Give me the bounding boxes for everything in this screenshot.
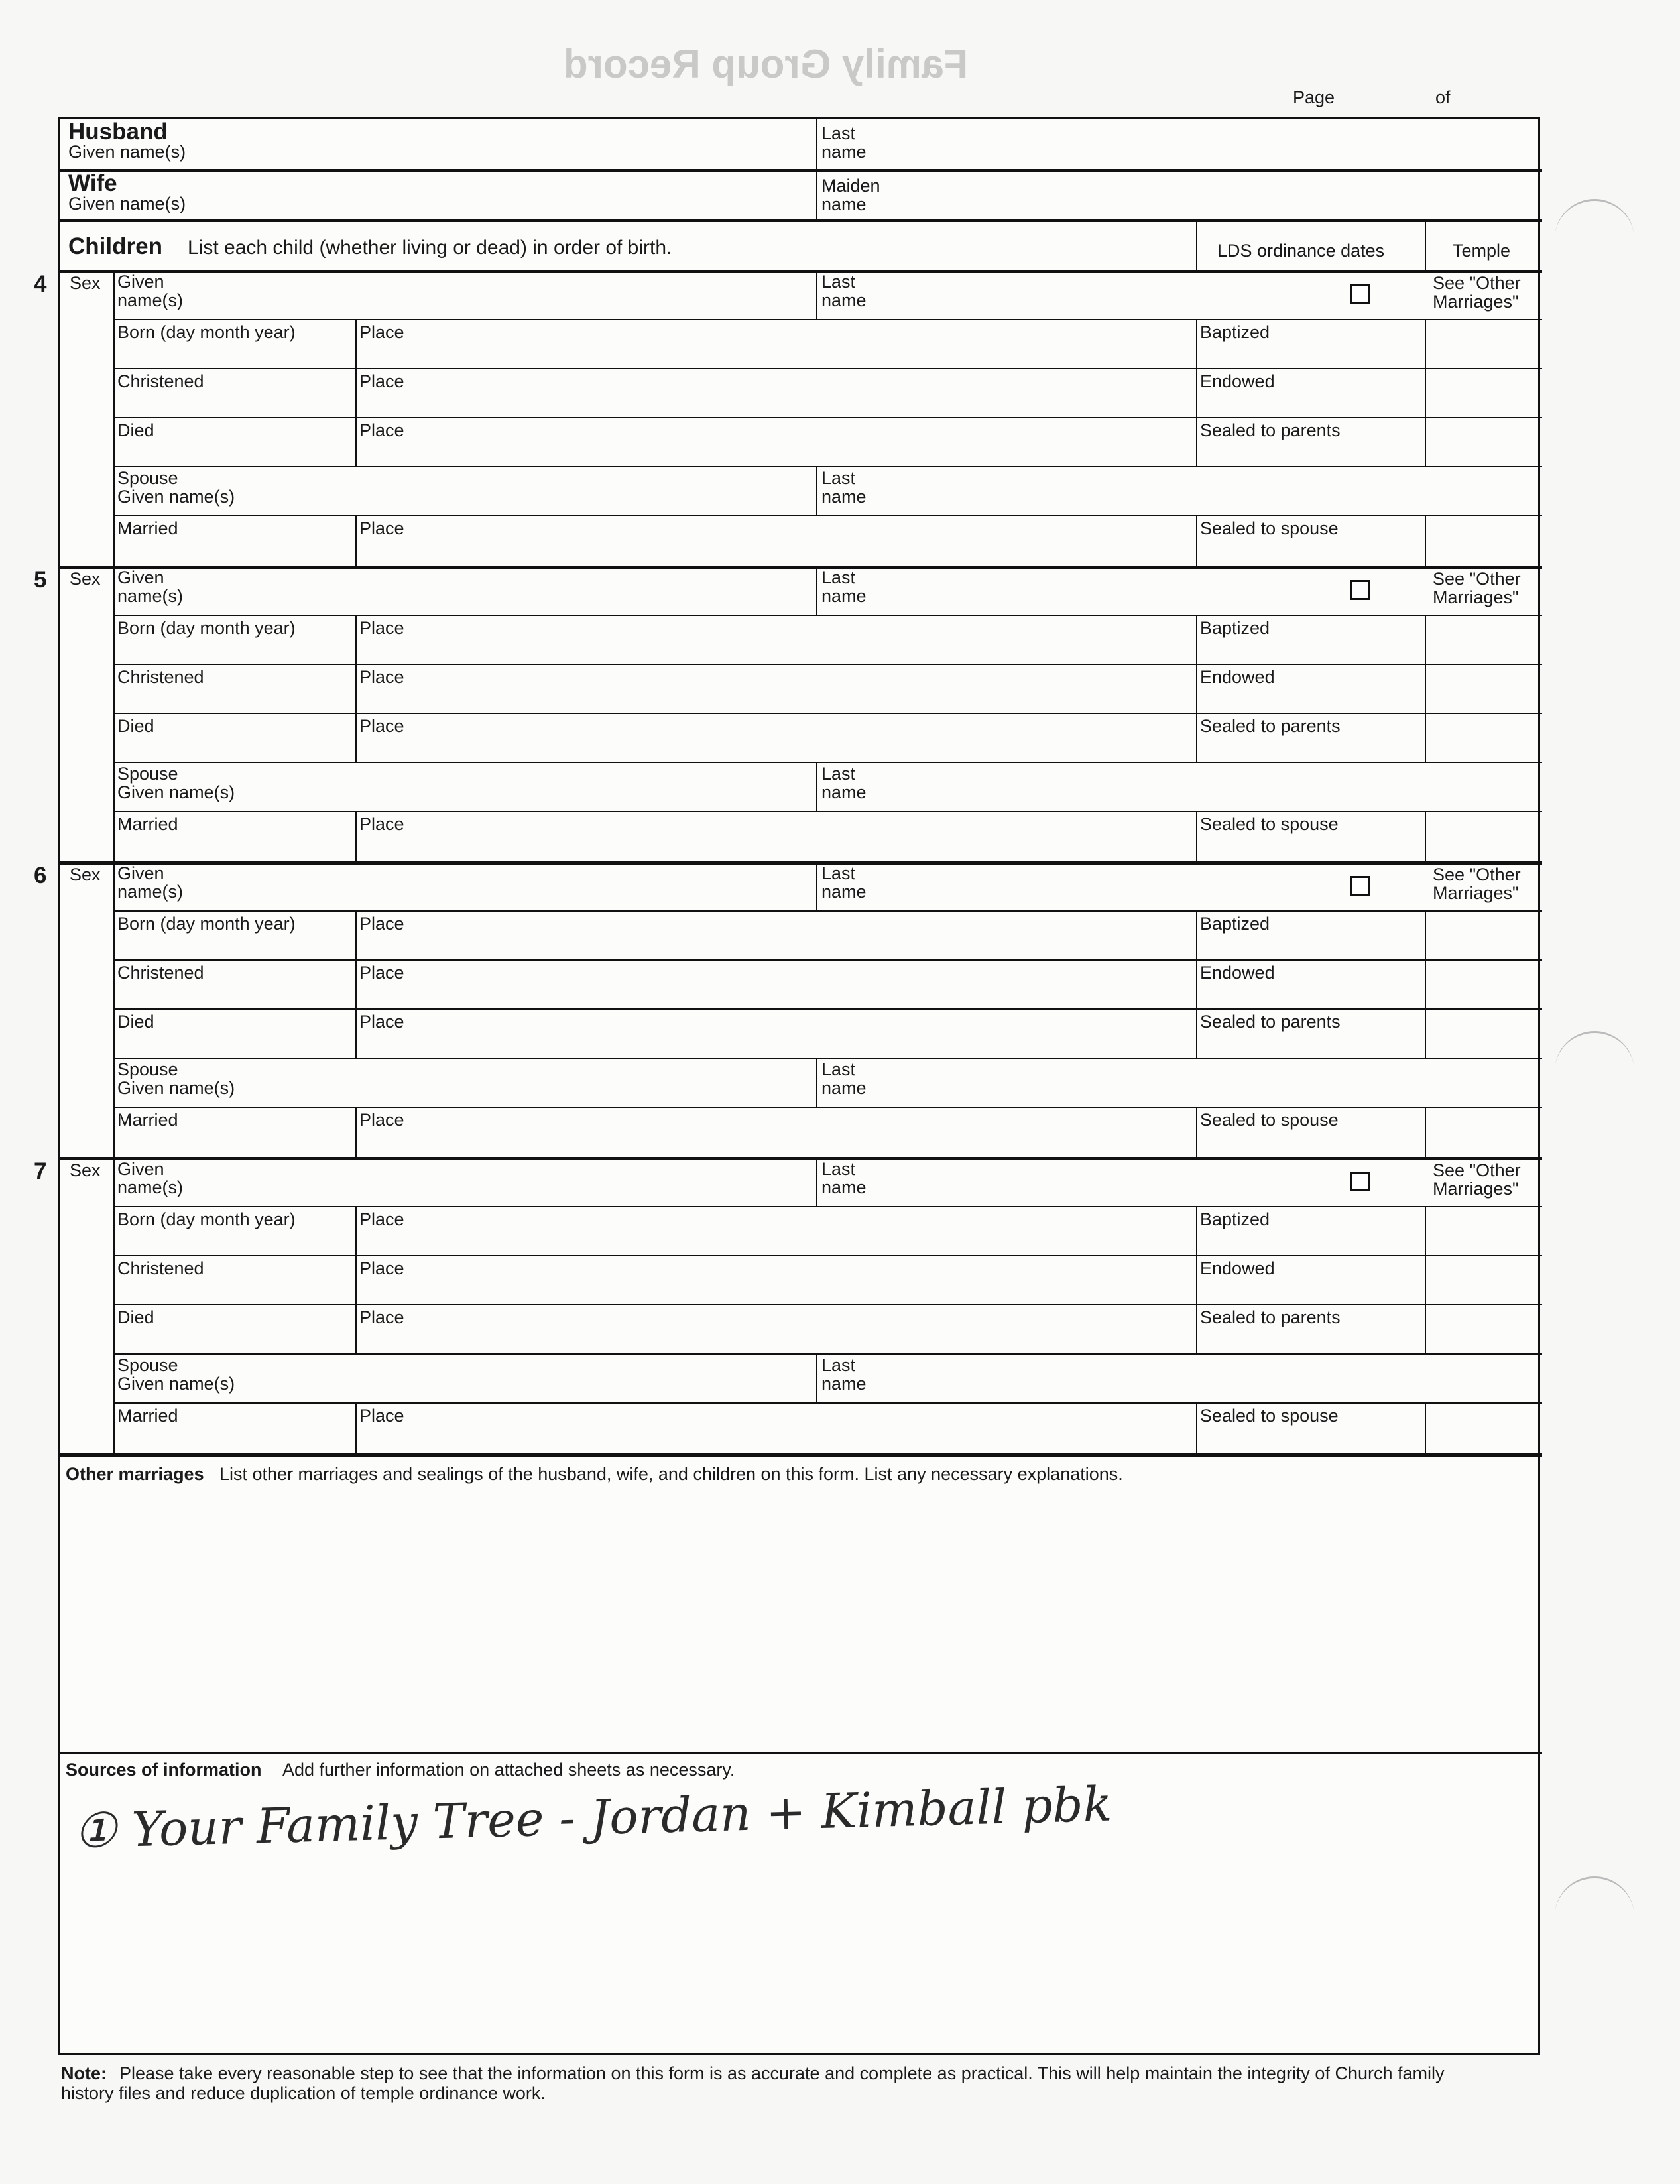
sources-instruction: Add further information on attached sheets as necessary. [282, 1760, 735, 1780]
child-sex-label: Sex [70, 1160, 101, 1180]
husband-last-label-2: name [821, 142, 867, 162]
see-other-marriages-checkbox[interactable] [1350, 580, 1370, 600]
child-last-label: Last [821, 1159, 856, 1179]
spouse-last-label: Last [821, 1060, 856, 1079]
see-other-marriages-label: See "Other [1433, 273, 1521, 293]
child-number: 6 [34, 863, 47, 888]
child-baptized-label: Baptized [1200, 618, 1270, 638]
child-born-label: Born (day month year) [117, 1209, 296, 1229]
child-given-label-2: name(s) [117, 290, 184, 310]
spouse-given-label: Given name(s) [117, 782, 235, 802]
see-other-marriages-label-2: Marriages" [1433, 292, 1519, 312]
child-place-label: Place [359, 1406, 404, 1426]
child-married-label: Married [117, 1110, 178, 1130]
child-born-label: Born (day month year) [117, 322, 296, 342]
spouse-last-label-2: name [821, 1374, 867, 1394]
child-last-label-2: name [821, 882, 867, 902]
child-sealed-spouse-label: Sealed to spouse [1200, 1110, 1339, 1130]
child-last-label-2: name [821, 586, 867, 606]
husband-given-label: Given name(s) [68, 142, 186, 162]
wife-title: Wife [68, 170, 117, 196]
child-given-label: Given [117, 1159, 164, 1179]
child-place-label: Place [359, 914, 404, 934]
child-married-label: Married [117, 1406, 178, 1426]
spouse-last-label: Last [821, 468, 856, 488]
child-baptized-label: Baptized [1200, 1209, 1270, 1229]
family-group-record-form [34, 117, 1540, 2055]
punch-hole-bottom [1555, 1876, 1634, 1925]
child-place-label: Place [359, 420, 404, 440]
see-other-marriages-checkbox[interactable] [1350, 284, 1370, 304]
child-place-label: Place [359, 618, 404, 638]
spouse-given-label: Given name(s) [117, 1374, 235, 1394]
wife-maiden-label-2: name [821, 194, 867, 214]
spouse-last-label-2: name [821, 487, 867, 507]
page-label: Page [1293, 88, 1335, 107]
wife-given-label: Given name(s) [68, 194, 186, 213]
child-place-label: Place [359, 1258, 404, 1278]
child-place-label: Place [359, 1012, 404, 1032]
child-sealed-parents-label: Sealed to parents [1200, 1307, 1341, 1327]
child-place-label: Place [359, 667, 404, 687]
spouse-label: Spouse [117, 468, 178, 488]
see-other-marriages-label-2: Marriages" [1433, 587, 1519, 607]
child-sealed-parents-label: Sealed to parents [1200, 716, 1341, 736]
child-given-label: Given [117, 272, 164, 292]
other-marriages-instruction: List other marriages and sealings of the husband, wife, and children on this form. List any necessary explanations. [219, 1464, 1123, 1484]
child-christened-label: Christened [117, 1258, 204, 1278]
bleed-through-title: Family Group Record [564, 42, 969, 86]
child-baptized-label: Baptized [1200, 322, 1270, 342]
of-label: of [1435, 88, 1451, 107]
lds-ordinance-dates-label: LDS ordinance dates [1217, 241, 1385, 261]
see-other-marriages-checkbox[interactable] [1350, 1172, 1370, 1191]
child-last-label: Last [821, 272, 856, 292]
child-christened-label: Christened [117, 667, 204, 687]
children-instruction: List each child (whether living or dead) in order of birth. [188, 237, 672, 259]
note-line-2: history files and reduce duplication of temple ordinance work. [61, 2083, 546, 2103]
child-given-label-2: name(s) [117, 1178, 184, 1197]
child-sealed-spouse-label: Sealed to spouse [1200, 1406, 1339, 1426]
child-place-label: Place [359, 371, 404, 391]
see-other-marriages-label: See "Other [1433, 865, 1521, 884]
child-sex-label: Sex [70, 865, 101, 884]
children-title: Children [68, 233, 162, 259]
handwritten-source-entry: ① Your Family Tree - Jordan + Kimball pbk [73, 1776, 1113, 1859]
spouse-label: Spouse [117, 764, 178, 784]
note-label: Note: [61, 2063, 107, 2083]
child-number: 7 [34, 1158, 47, 1184]
spouse-label: Spouse [117, 1355, 178, 1375]
child-married-label: Married [117, 814, 178, 834]
child-endowed-label: Endowed [1200, 963, 1275, 983]
spouse-label: Spouse [117, 1060, 178, 1079]
child-given-label-2: name(s) [117, 586, 184, 606]
see-other-marriages-label-2: Marriages" [1433, 1179, 1519, 1199]
child-sealed-parents-label: Sealed to parents [1200, 1012, 1341, 1032]
child-born-label: Born (day month year) [117, 618, 296, 638]
child-place-label: Place [359, 1110, 404, 1130]
child-endowed-label: Endowed [1200, 1258, 1275, 1278]
spouse-last-label: Last [821, 1355, 856, 1375]
child-place-label: Place [359, 814, 404, 834]
child-place-label: Place [359, 1209, 404, 1229]
spouse-last-label-2: name [821, 782, 867, 802]
child-died-label: Died [117, 1307, 154, 1327]
child-died-label: Died [117, 716, 154, 736]
wife-maiden-label: Maiden [821, 176, 880, 196]
child-sealed-spouse-label: Sealed to spouse [1200, 814, 1339, 834]
child-christened-label: Christened [117, 963, 204, 983]
child-given-label-2: name(s) [117, 882, 184, 902]
punch-hole-middle [1555, 1031, 1634, 1079]
child-died-label: Died [117, 1012, 154, 1032]
child-last-label: Last [821, 863, 856, 883]
sources-title: Sources of information [66, 1760, 262, 1780]
note-line-1: Please take every reasonable step to see that the information on this form is as accurate and complete as practical. This will help maintain the integrity of Church family [119, 2063, 1445, 2083]
child-last-label-2: name [821, 290, 867, 310]
child-place-label: Place [359, 1307, 404, 1327]
child-given-label: Given [117, 568, 164, 587]
child-baptized-label: Baptized [1200, 914, 1270, 934]
child-endowed-label: Endowed [1200, 371, 1275, 391]
child-married-label: Married [117, 518, 178, 538]
child-born-label: Born (day month year) [117, 914, 296, 934]
child-place-label: Place [359, 963, 404, 983]
husband-title: Husband [68, 119, 168, 145]
child-last-label-2: name [821, 1178, 867, 1197]
child-last-label: Last [821, 568, 856, 587]
spouse-last-label: Last [821, 764, 856, 784]
child-christened-label: Christened [117, 371, 204, 391]
spouse-last-label-2: name [821, 1078, 867, 1098]
child-place-label: Place [359, 518, 404, 538]
child-endowed-label: Endowed [1200, 667, 1275, 687]
child-died-label: Died [117, 420, 154, 440]
child-given-label: Given [117, 863, 164, 883]
child-sealed-spouse-label: Sealed to spouse [1200, 518, 1339, 538]
child-place-label: Place [359, 322, 404, 342]
spouse-given-label: Given name(s) [117, 487, 235, 507]
see-other-marriages-checkbox[interactable] [1350, 876, 1370, 896]
child-sex-label: Sex [70, 569, 101, 589]
punch-hole-top [1555, 199, 1634, 247]
see-other-marriages-label: See "Other [1433, 569, 1521, 589]
see-other-marriages-label: See "Other [1433, 1160, 1521, 1180]
husband-last-label: Last [821, 123, 856, 143]
temple-label: Temple [1453, 241, 1511, 261]
child-number: 4 [34, 271, 47, 297]
spouse-given-label: Given name(s) [117, 1078, 235, 1098]
child-sex-label: Sex [70, 273, 101, 293]
other-marriages-title: Other marriages [66, 1464, 204, 1484]
child-sealed-parents-label: Sealed to parents [1200, 420, 1341, 440]
child-place-label: Place [359, 716, 404, 736]
child-number: 5 [34, 567, 47, 593]
see-other-marriages-label-2: Marriages" [1433, 883, 1519, 903]
